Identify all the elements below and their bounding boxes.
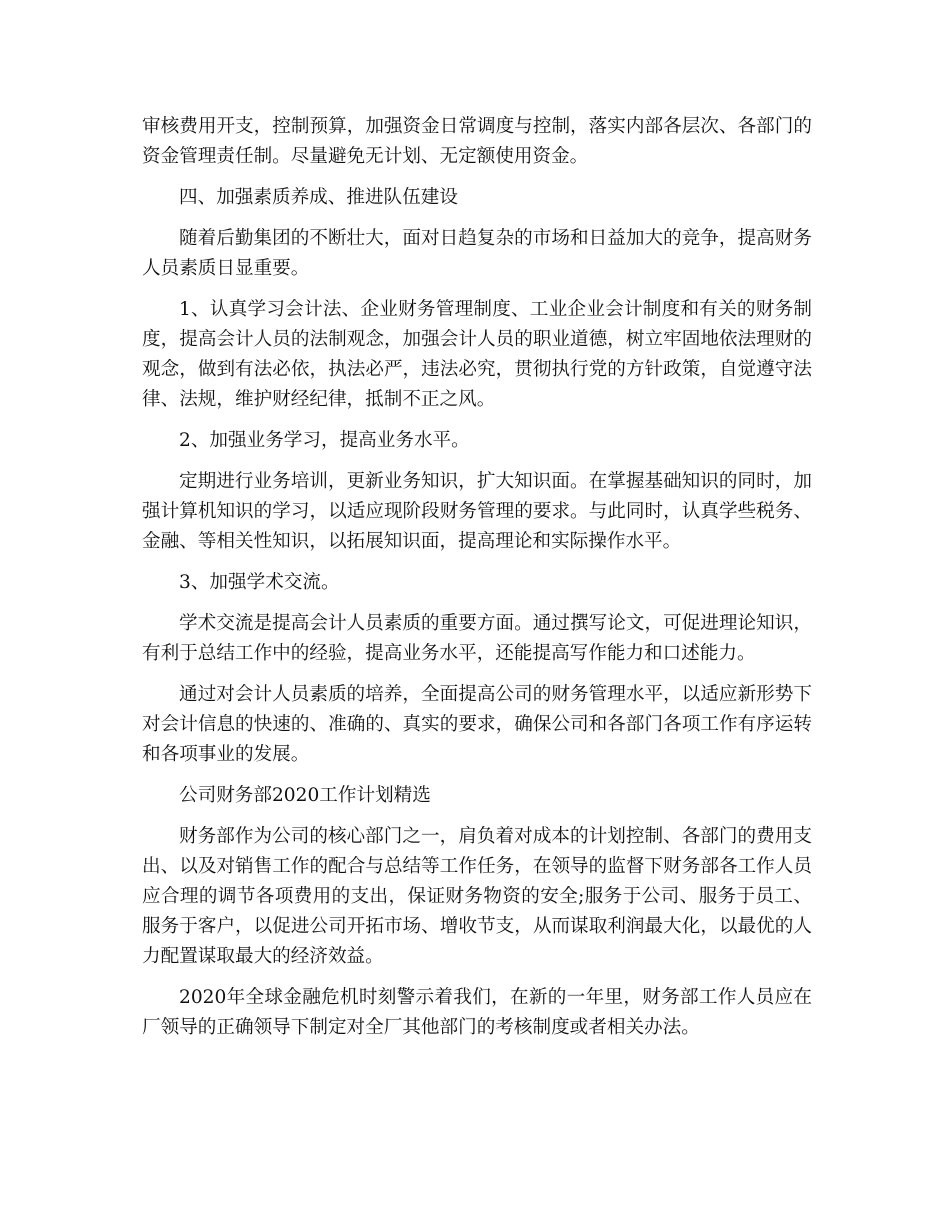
paragraph-training: 定期进行业务培训，更新业务知识，扩大知识面。在掌握基础知识的同时，加强计算机知识的学习，以适应现阶段财务管理的要求。与此同时，认真学些税务、金融、等相关性知识，以拓展知识面，提高理论和实际操作水平。 — [142, 471, 812, 552]
paragraph-2020-crisis: 2020年全球金融危机时刻警示着我们，在新的一年里，财务部工作人员应在厂领导的正确领导下制定对全厂其他部门的考核制度或者相关办法。 — [142, 987, 812, 1038]
section-title-2020-plan: 公司财务部2020工作计划精选 — [179, 785, 431, 806]
paragraph-fund-control: 审核费用开支，控制预算，加强资金日常调度与控制，落实内部各层次、各部门的资金管理责任制。尽量避免无计划、无定额使用资金。 — [142, 116, 812, 167]
section-heading-4: 四、加强素质养成、推进队伍建设 — [179, 187, 458, 208]
paragraph-item-1: 1、认真学习会计法、企业财务管理制度、工业企业会计制度和有关的财务制度，提高会计人员的法制观念，加强会计人员的职业道德，树立牢固地依法理财的观念，做到有法必依，执法必严，违法必究，贯彻执行党的方针政策，自觉遵守法律、法规，维护财经纪律，抵制不正之风。 — [142, 299, 812, 410]
paragraph-item-3: 3、加强学术交流。 — [179, 572, 340, 593]
paragraph-item-2: 2、加强业务学习，提高业务水平。 — [179, 430, 470, 451]
paragraph-academic-exchange: 学术交流是提高会计人员素质的重要方面。通过撰写论文，可促进理论知识，有利于总结工作中的经验，提高业务水平，还能提高写作能力和口述能力。 — [142, 613, 812, 664]
document-page — [142, 112, 812, 1049]
paragraph-finance-role: 财务部作为公司的核心部门之一，肩负着对成本的计划控制、各部门的费用支出、以及对销售工作的配合与总结等工作任务，在领导的监督下财务部各工作人员应合理的调节各项费用的支出，保证财务物资的安全;服务于公司、服务于员工、服务于客户，以促进公司开拓市场、增收节支，从而谋取利润最大化，以最优的人力配置谋取最大的经济效益。 — [142, 826, 812, 967]
paragraph-summary: 通过对会计人员素质的培养，全面提高公司的财务管理水平，以适应新形势下对会计信息的快速的、准确的、真实的要求，确保公司和各部门各项工作有序运转和各项事业的发展。 — [142, 684, 812, 765]
paragraph-staff-quality: 随着后勤集团的不断壮大，面对日趋复杂的市场和日益加大的竞争，提高财务人员素质日显重要。 — [142, 228, 812, 279]
